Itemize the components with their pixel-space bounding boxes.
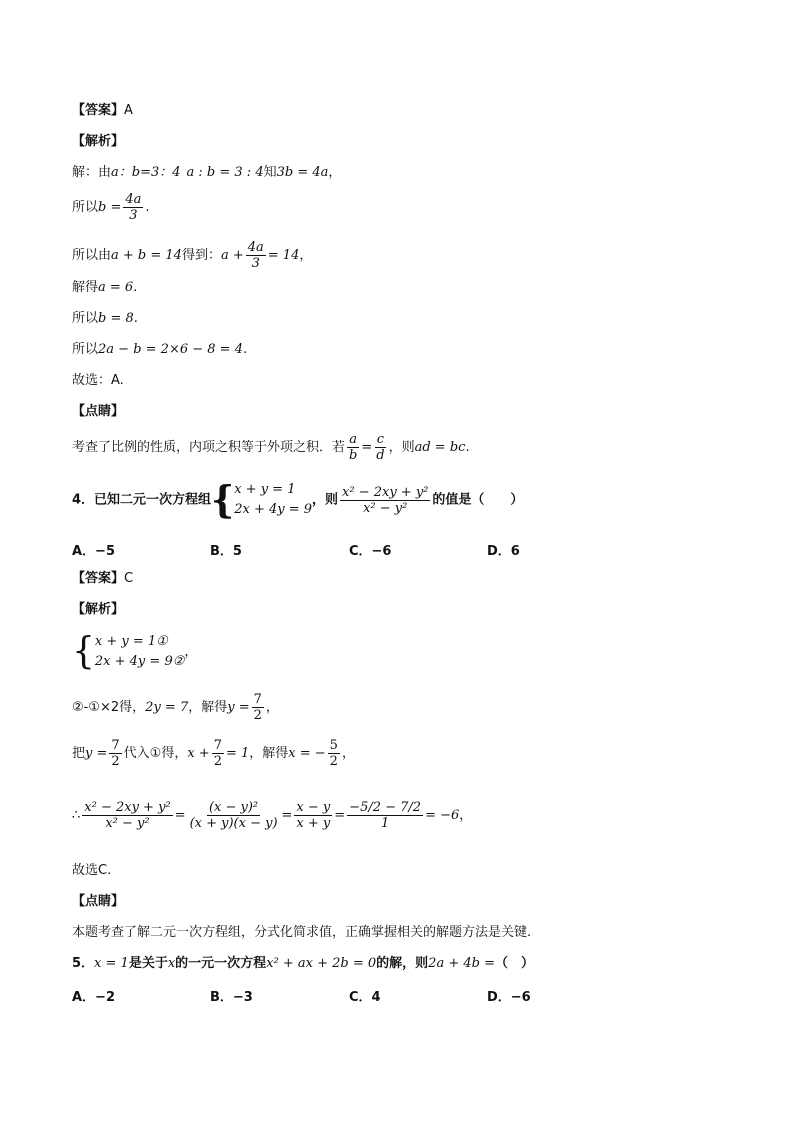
q3-step-2 — [72, 192, 150, 223]
math: = 1 — [225, 746, 250, 761]
denominator: 2 — [329, 754, 338, 769]
math: x — [167, 956, 176, 971]
math: x + — [187, 746, 210, 761]
math: a = 6 — [98, 280, 134, 295]
math: y = — [85, 746, 108, 761]
math: 2a + 4b = — [428, 956, 495, 971]
math: b = — [98, 200, 122, 215]
q4-option-b: B．5 — [210, 544, 242, 559]
text: ， — [341, 746, 355, 761]
fraction — [188, 800, 280, 831]
numerator: 7 — [111, 738, 120, 753]
text: 是关于 — [128, 956, 168, 971]
numerator: c — [376, 432, 385, 447]
denominator: b — [349, 448, 358, 463]
math: = — [174, 808, 186, 823]
equation: 2x + 4y = 9② — [94, 654, 185, 669]
q4-analysis-tag: 【解析】 — [72, 602, 125, 617]
text: 解：由 — [72, 165, 112, 180]
numerator: 4a — [247, 240, 264, 255]
math: a + — [220, 248, 244, 263]
text: 所以由 — [72, 248, 112, 263]
fraction — [328, 738, 340, 769]
fraction — [252, 692, 264, 723]
numerator: 7 — [213, 738, 222, 753]
q5-option-c: C．4 — [349, 990, 381, 1005]
text: 所以 — [72, 311, 99, 326]
text: ， — [459, 808, 473, 823]
q5-option-b: B．−3 — [210, 990, 253, 1005]
text: 得到： — [181, 248, 221, 263]
math: a : b = 3 : 4 — [186, 165, 264, 180]
brace: { — [211, 477, 235, 523]
math: a + b = 14 — [111, 248, 182, 263]
answer-tag: 【答案】 — [72, 103, 125, 118]
denominator: 3 — [129, 208, 138, 223]
fraction — [212, 738, 224, 769]
fraction — [340, 485, 430, 516]
brace: { — [72, 629, 95, 673]
q4-system — [72, 629, 198, 673]
math: = — [281, 808, 293, 823]
q4-option-d: D．6 — [487, 544, 520, 559]
math: 2y = 7 — [145, 700, 189, 715]
q4-step-2 — [72, 738, 355, 769]
numerator: x² − 2xy + y² — [84, 800, 171, 815]
math: = −6 — [425, 808, 460, 823]
q3-dianjing-tag: 【点睛】 — [72, 404, 125, 419]
q3-step-6 — [72, 341, 247, 359]
numerator: 5 — [329, 738, 338, 753]
equation: 2x + 4y = 9 — [234, 502, 313, 517]
denominator: 3 — [251, 256, 260, 271]
q3-step-3 — [72, 240, 312, 271]
text: . — [465, 440, 470, 455]
q5-option-d: D．−6 — [487, 990, 531, 1005]
math: = — [334, 808, 346, 823]
text: . — [145, 200, 150, 215]
q3-step-5 — [72, 310, 138, 328]
fraction — [82, 800, 172, 831]
fraction — [123, 192, 143, 223]
text: 考查了比例的性质，内项之积等于外项之积．若 — [72, 440, 346, 455]
q4-option-a: A．−5 — [72, 544, 115, 559]
q4-conclusion: 故选C. — [72, 863, 112, 878]
fraction — [109, 738, 121, 769]
math: x = − — [288, 746, 326, 761]
text: ， — [299, 248, 313, 263]
text: ，则 — [312, 492, 339, 508]
math: ad = bc — [414, 440, 466, 455]
q4-dianjing-text: 本题考查了解二元一次方程组，分式化简求值，正确掌握相关的解题方法是关键. — [72, 925, 532, 940]
q3-answer-line — [72, 102, 133, 120]
text: 把 — [72, 746, 86, 761]
math: = 14 — [267, 248, 300, 263]
denominator: 2 — [111, 754, 120, 769]
numerator: x − y — [296, 800, 331, 815]
q4-step-3 — [72, 800, 472, 831]
math: x = 1 — [94, 956, 129, 971]
denominator: 2 — [253, 708, 262, 723]
text: 的一元一次方程 — [175, 956, 267, 971]
text: ， — [328, 165, 342, 180]
math: a：b=3：4 — [111, 165, 181, 180]
denominator: 1 — [380, 816, 390, 831]
text: 所以 — [72, 200, 99, 215]
equation: x + y = 1 — [234, 482, 296, 497]
equation-system — [234, 480, 312, 520]
q4-answer-line — [72, 570, 133, 588]
q3-analysis-tag: 【解析】 — [72, 134, 125, 149]
math: y = — [227, 700, 250, 715]
math: x² + ax + 2b = 0 — [266, 956, 377, 971]
text: ，解得 — [188, 700, 228, 715]
text: ，解得 — [249, 746, 289, 761]
text: 代入①得， — [123, 746, 188, 761]
fraction — [294, 800, 332, 831]
numerator: 7 — [253, 692, 262, 707]
q3-conclusion: 故选：A. — [72, 373, 124, 388]
text: . — [133, 280, 138, 295]
text: （ ） — [494, 956, 534, 971]
denominator: x + y — [296, 816, 331, 831]
text: . — [242, 342, 248, 357]
fraction — [347, 800, 423, 831]
q4-dianjing-tag: 【点睛】 — [72, 894, 125, 909]
fraction — [246, 240, 266, 271]
numerator: (x − y)² — [208, 800, 259, 815]
equation-system — [95, 632, 184, 672]
text: ②-①×2得， — [72, 700, 146, 715]
answer-tag: 【答案】 — [72, 571, 125, 586]
denominator: x² − y² — [105, 816, 150, 831]
equation: x + y = 1① — [94, 634, 168, 649]
denominator: d — [376, 448, 385, 463]
text: . — [133, 311, 138, 326]
denominator: x² − y² — [363, 500, 408, 516]
q5-option-a: A．−2 — [72, 990, 115, 1005]
text: 所以 — [72, 342, 99, 357]
numerator: x² − 2xy + y² — [342, 484, 429, 500]
q3-step-1 — [72, 164, 341, 182]
text: 解得 — [72, 280, 99, 295]
math: 3b = 4a — [276, 165, 329, 180]
q4-step-1 — [72, 692, 279, 723]
answer-value: A — [124, 103, 133, 118]
text: 5． — [72, 956, 95, 971]
fraction — [347, 432, 359, 463]
q3-step-4 — [72, 279, 137, 297]
q3-dianjing-text — [72, 432, 470, 463]
text: ， — [265, 700, 279, 715]
text: ，则 — [388, 440, 415, 455]
numerator: 4a — [125, 192, 142, 207]
math: 2a − b = 2×6 − 8 = 4 — [98, 342, 243, 357]
fraction — [374, 432, 386, 463]
answer-value: C — [124, 571, 134, 586]
numerator: −5/2 − 7/2 — [349, 800, 422, 815]
numerator: a — [349, 432, 358, 447]
q4-stem — [72, 477, 524, 523]
denominator: 2 — [213, 754, 222, 769]
q5-stem — [72, 955, 534, 973]
q4-option-c: C．−6 — [349, 544, 392, 559]
text: 的解，则 — [376, 956, 429, 971]
text: 的值是（ ） — [432, 492, 524, 508]
text: 知 — [263, 165, 277, 180]
text: 4．已知二元一次方程组 — [72, 492, 212, 508]
denominator: (x + y)(x − y) — [189, 816, 278, 831]
therefore-symbol: ∴ — [72, 808, 81, 823]
text: ， — [184, 644, 198, 660]
math: = — [361, 440, 373, 455]
math: b = 8 — [98, 311, 134, 326]
